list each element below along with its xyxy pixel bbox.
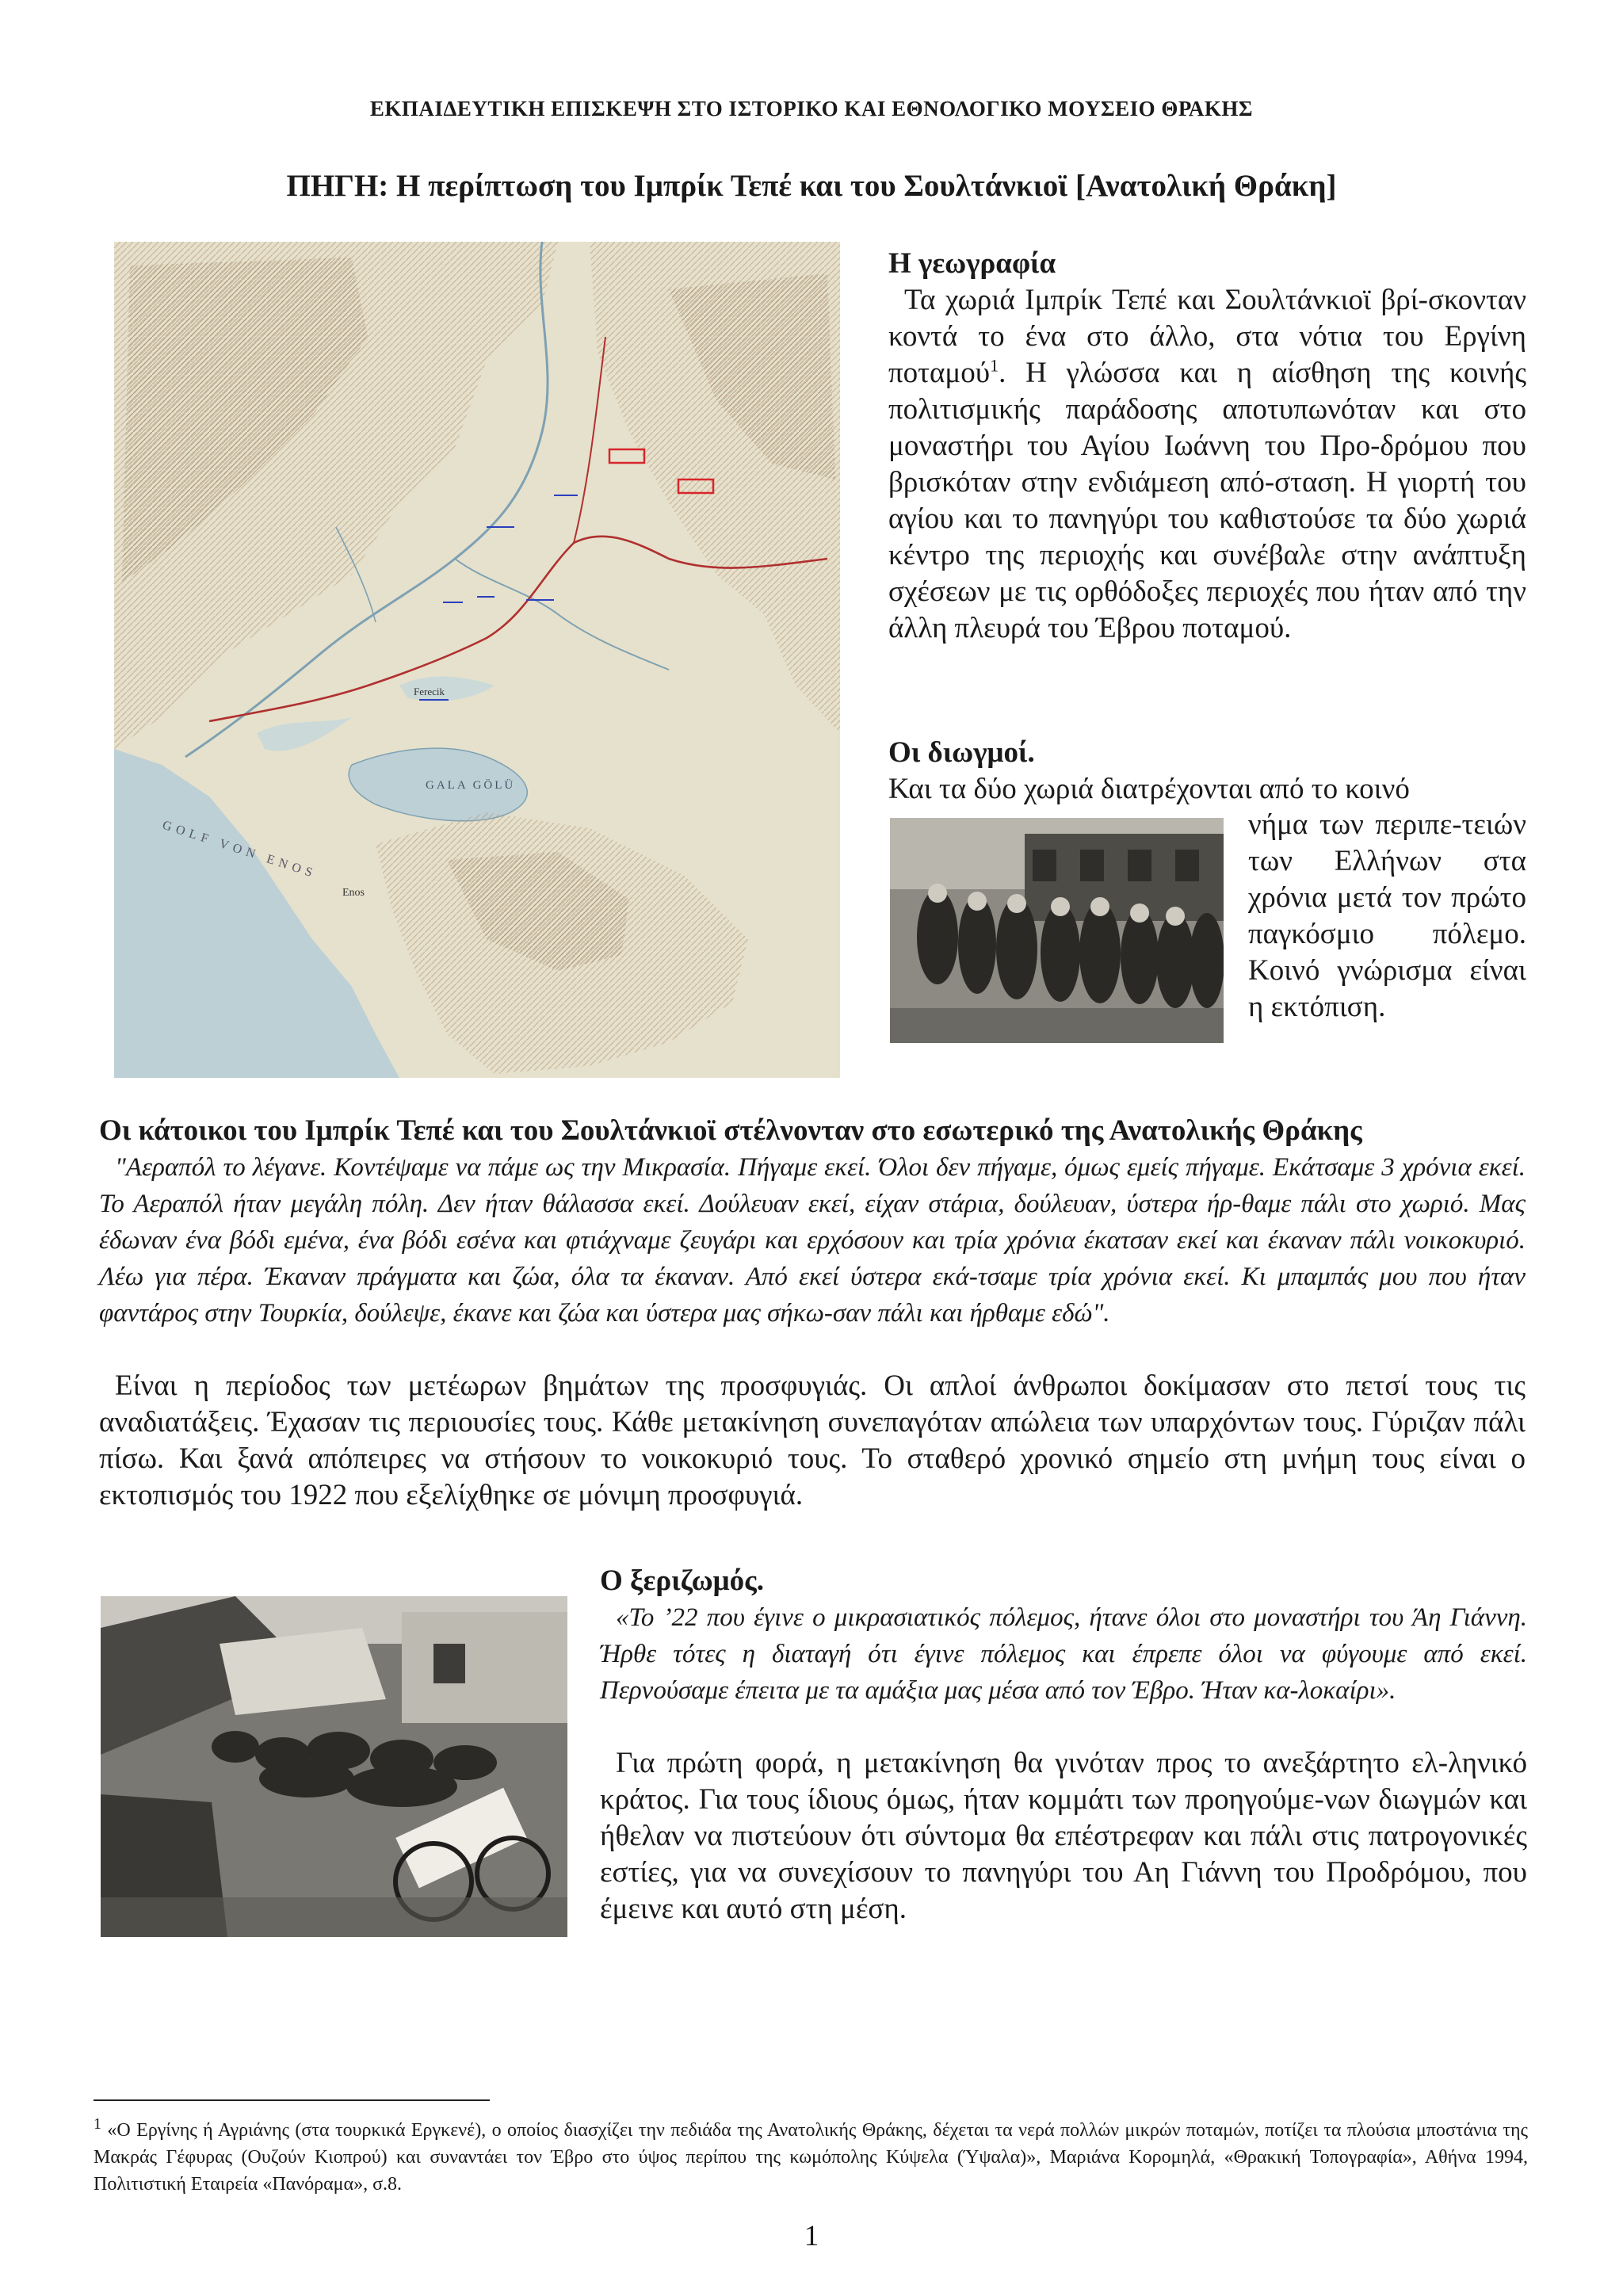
deportation-photo — [890, 818, 1224, 1043]
footnote-reference: 1 — [990, 355, 999, 376]
residents-heading: Οι κάτοικοι του Ιμπρίκ Τεπέ και του Σουλτάνκιοϊ στέλνονταν στο εσωτερικό της Ανατολικής Θράκης — [99, 1114, 1362, 1147]
geography-section — [888, 246, 1526, 647]
uprooting-heading: Ο ξεριζωμός. — [600, 1564, 765, 1597]
historical-map — [114, 242, 840, 1078]
footnote-number: 1 — [94, 2115, 101, 2133]
document-header: ΕΚΠΑΙΔΕΥΤΙΚΗ ΕΠΙΣΚΕΨΗ ΣΤΟ ΙΣΤΟΡΙΚΟ ΚΑΙ ΕΘΝΟΛΟΓΙΚΟ ΜΟΥΣΕΙΟ ΘΡΑΚΗΣ — [369, 97, 1254, 120]
map-label-ferecik: Ferecik — [414, 686, 445, 697]
persecutions-heading: Οι διωγμοί. — [888, 736, 1035, 769]
exodus-photo-drawing — [101, 1596, 567, 1937]
geography-heading: Η γεωγραφία — [888, 247, 1056, 280]
uprooting-paragraph: Για πρώτη φορά, η μετακίνηση θα γινόταν προς το ανεξάρτητο ελ-ληνικό κράτος. Για τους ίδιους όμως, ήταν κομμάτι των προηγούμε-νων διωγμών και ήθελαν να πιστεύουν ότι σύντομα θα επέστρεφαν και πάλι στις πατρογονικές εστίες, για να συνεχίσουν το πανηγύρι του Αη Γιάννη του Προδρόμου, που έμεινε και αυτό στη μέση. — [600, 1747, 1527, 1925]
source-title: ΠΗΓΗ: Η περίπτωση του Ιμπρίκ Τεπέ και του Σουλτάνκιοϊ [Ανατολική Θράκη] — [286, 169, 1337, 203]
persecutions-wrapped-text: νήμα των περιπε-τειών των Ελλήνων στα χρόνια μετά τον πρώτο παγκόσμιο πόλεμο. Κοινό γνώρισμα είναι η εκτόπιση. — [1248, 808, 1526, 1023]
page-number: 1 — [804, 2220, 819, 2252]
map-label-gulf: GOLF VON ENOS — [160, 818, 319, 881]
residents-quote: "Αεραπόλ το λέγανε. Κοντέψαμε να πάμε ως την Μικρασία. Πήγαμε εκεί. Όλοι δεν πήγαμε, όμως εμείς πήγαμε. Εκάτσαμε 3 χρόνια εκεί. Το Αεραπόλ ήταν μεγάλη πόλη. Δεν ήταν θάλασσα εκεί. Δούλευαν εκεί, είχαν στάρια, δούλευαν, ύστερα ήρ-θαμε πάλι στο χωριό. Μας έδωναν ένα βόδι εμένα, ένα βόδι εσένα και φτιάχναμε ζευγάρι και ερχόσουν και τρία χρόνια έκατσαν εκεί και έκαναν πάλι νοικοκυριό. Λέω για πέρα. Έκαναν πράγματα και ζώα, όλα τα έκαναν. Από εκεί ύστερα εκά-τσαμε τρία χρόνια εκεί. Κι μπαμπάς μου που ήταν φαντάρος στην Τουρκία, δούλεψε, έκανε και ζώα και ύστερα μας σήκω-σαν πάλι και ήρθαμε εδώ". — [99, 1153, 1526, 1328]
map-drawing — [114, 242, 840, 1078]
persecutions-lead: Και τα δύο χωριά διατρέχονται από το κοινό — [888, 773, 1410, 805]
deportation-photo-drawing — [890, 818, 1224, 1043]
footnote-divider — [94, 2099, 490, 2101]
uprooting-quote: «Το ’22 που έγινε ο μικρασιατικός πόλεμος, ήτανε όλοι στο μοναστήρι του Άη Γιάννη. Ήρθε τότες η διαταγή ότι έγινε πόλεμος και έπρεπε όλοι να φύγουμε από εκεί. Περνούσαμε έπειτα με τα αμάξια μας μέσα από τον Έβρο. Ήταν κα-λοκαίρι». — [600, 1603, 1527, 1705]
geography-paragraph: Τα χωριά Ιμπρίκ Τεπέ και Σουλτάνκιοϊ βρί-σκονταν κοντά το ένα στο άλλο, στα νότια του Εργίνη ποταμού$^1$. Η γλώσσα και η αίσθηση της κοινής πολιτισμικής παράδοσης αποτυπωνόταν και στο μοναστήρι του Αγίου Ιωάννη του Προ-δρόμου που βρισκόταν στην ενδιάμεση από-σταση. Η γιορτή του αγίου και το πανηγύρι του καθιστούσε τα δύο χωριά κέντρο της περιοχής και συνέβαλε στην ανάπτυξη σχέσεων με τις ορθόδοξες περιοχές που ήταν από την άλλη πλευρά του Έβρου ποταμού. — [888, 284, 1526, 644]
exodus-photo — [101, 1596, 567, 1937]
footnote — [94, 2111, 1528, 2198]
map-label-enos: Enos — [342, 887, 365, 899]
map-label-lake: GALA GÖLÜ — [426, 779, 516, 792]
footnote-text: «Ο Εργίνης ή Αγριάνης (στα τουρκικά Εργκενέ), ο οποίος διασχίζει την πεδιάδα της Ανατολικής Θράκης, δέχεται τα νερά πολλών μικρών ποταμών, ποτίζει τα πλούσια μποστάνια της Μακράς Γέφυρας (Ουζούν Κιοπρού) και συναντάει τον Έβρο στο ύψος περίπου της κωμόπολης Κύψελα (Ύψαλα)», Μαριάνα Κορομηλά, «Θρακική Τοπογραφία», Αθήνα 1994, Πολιτιστική Εταιρεία «Πανόραμα», σ.8. — [94, 2120, 1529, 2195]
residents-paragraph: Είναι η περίοδος των μετέωρων βημάτων της προσφυγιάς. Οι απλοί άνθρωποι δοκίμασαν στο πετσί τους τις αναδιατάξεις. Έχασαν τις περιουσίες τους. Κάθε μετακίνηση συνεπαγόταν απώλεια των υπαρχόντων τους. Γύριζαν πάλι πίσω. Και ξανά απόπειρες να στήσουν το νοικοκυριό τους. Το σταθερό χρονικό σημείο στη μνήμη τους είναι ο εκτοπισμός του 1922 που εξελίχθηκε σε μόνιμη προσφυγιά. — [99, 1370, 1526, 1511]
